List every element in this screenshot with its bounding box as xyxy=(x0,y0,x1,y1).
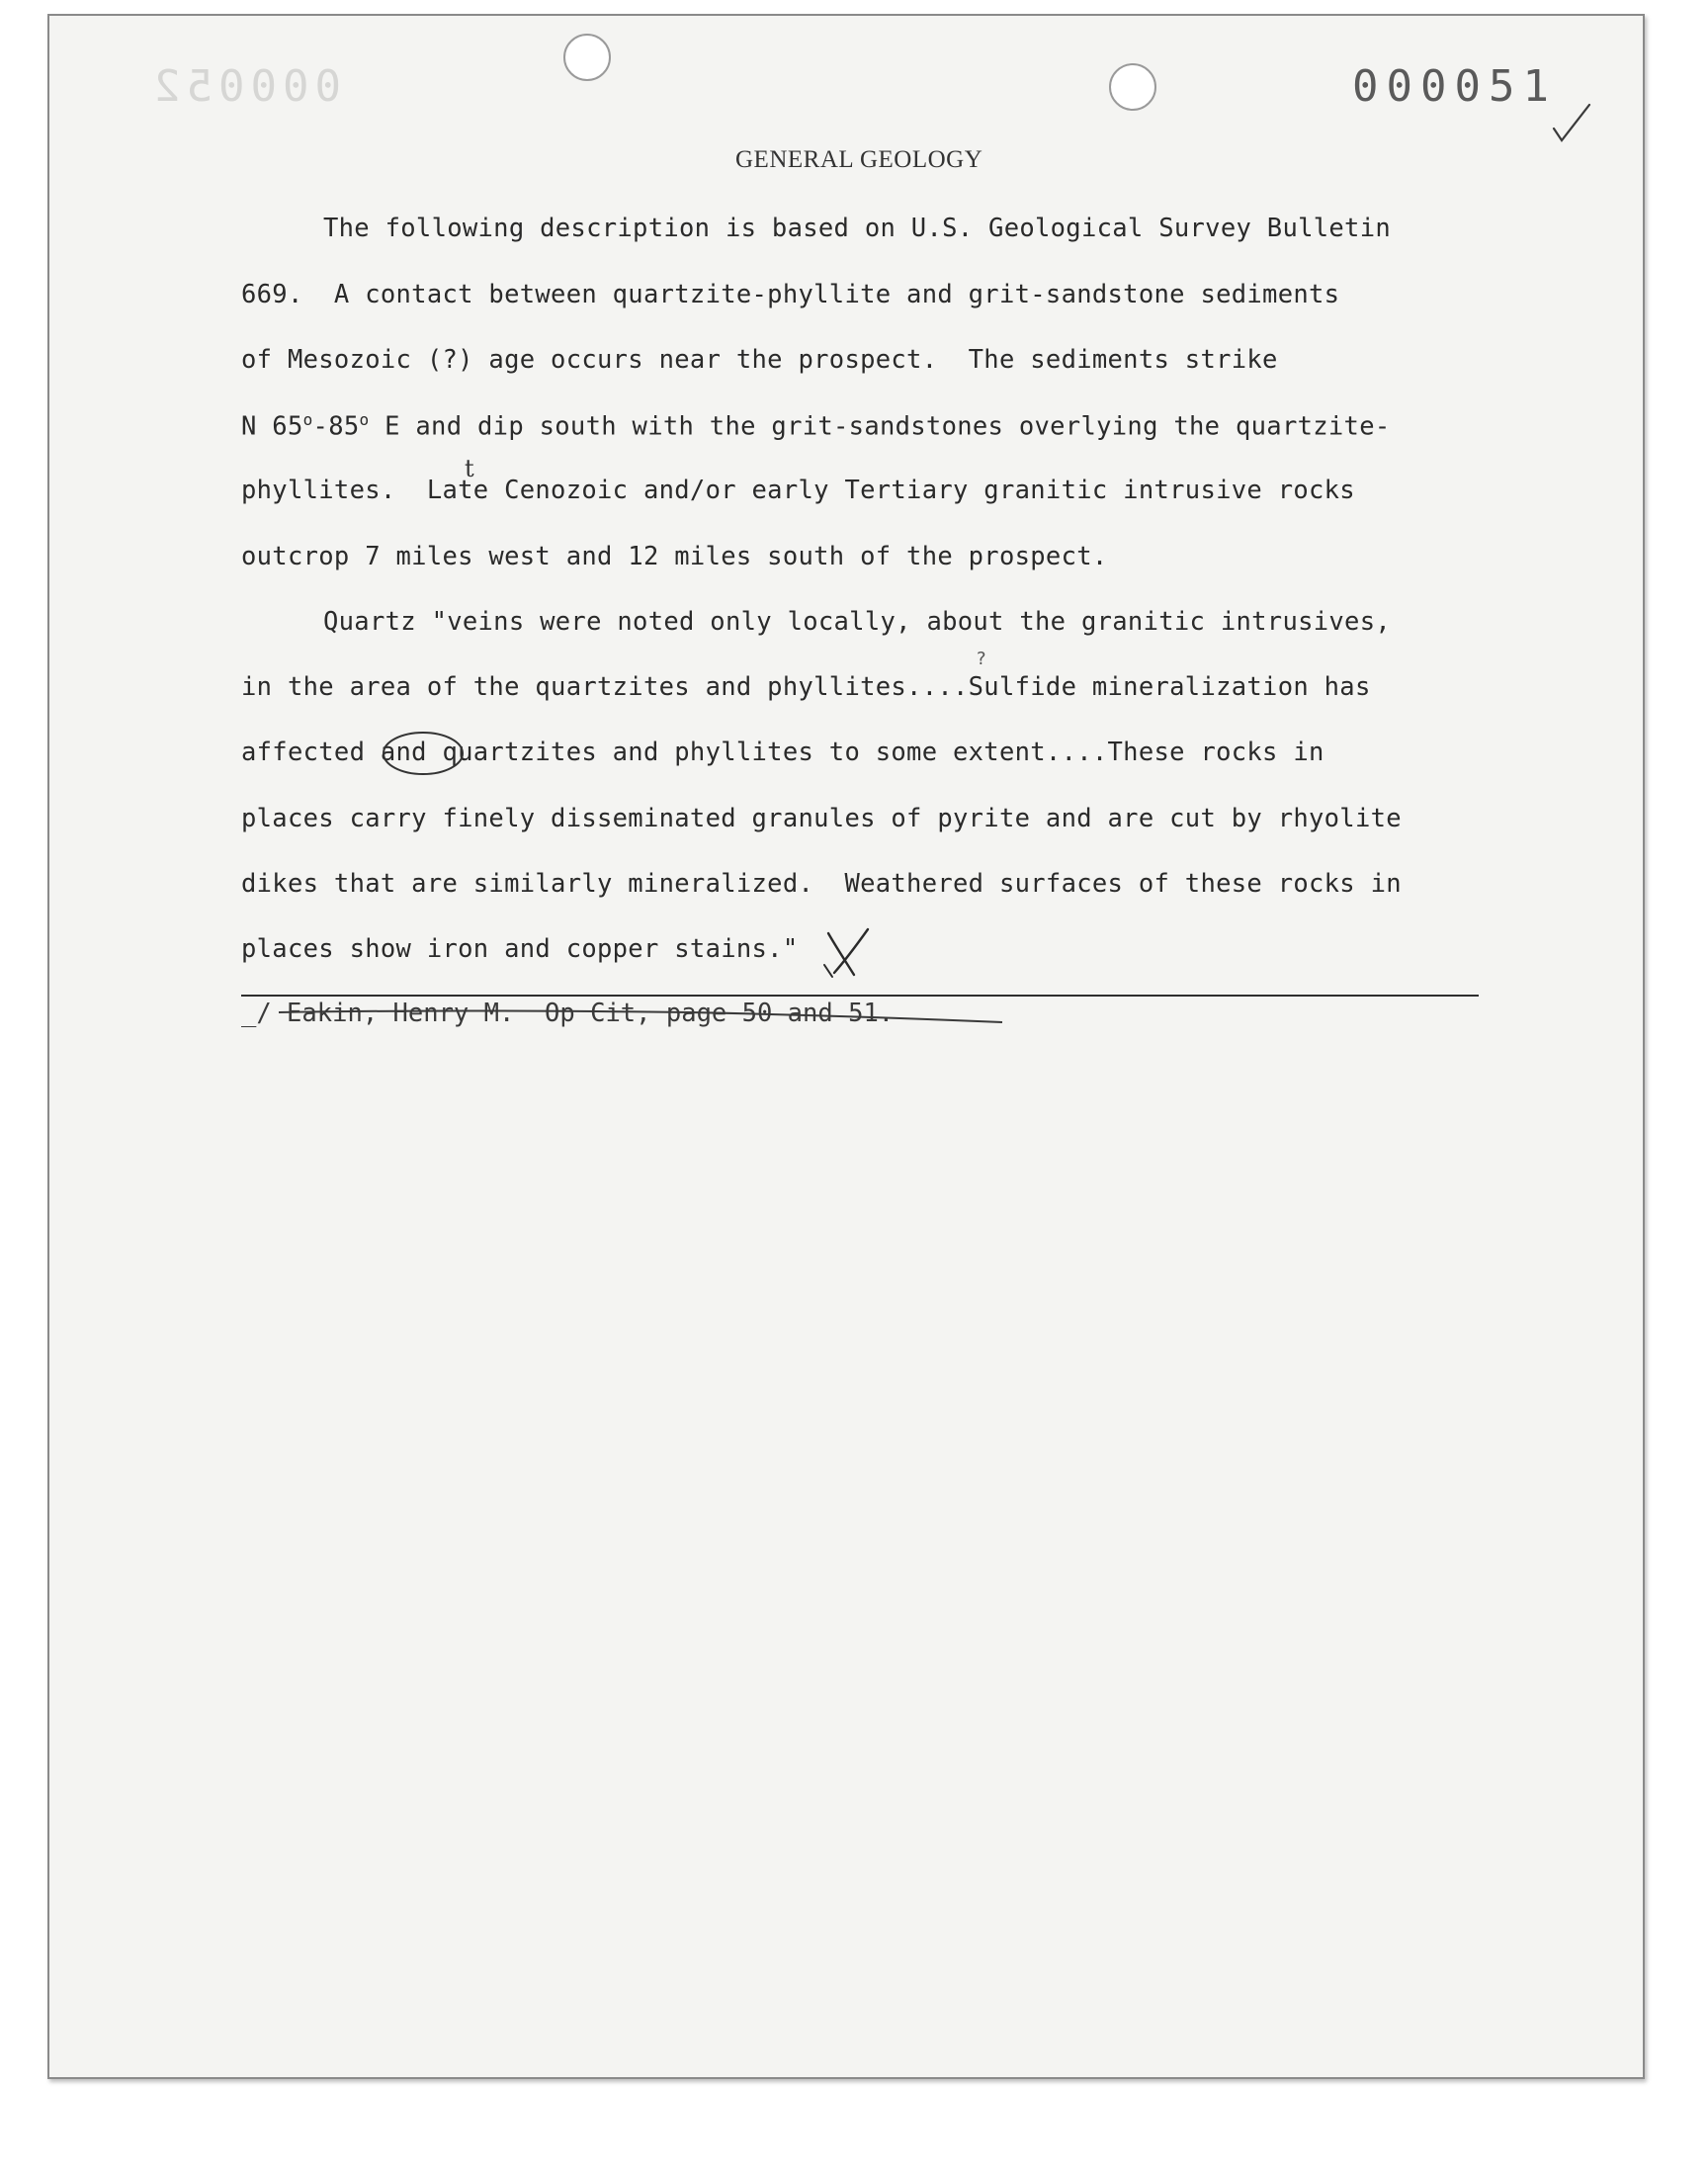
check-mark-icon xyxy=(1550,99,1593,146)
circled-word-mark xyxy=(380,728,469,779)
document-page xyxy=(47,14,1645,2079)
body-line: affected and quartzites and phyllites to some extent....These rocks in xyxy=(241,738,1324,767)
ghost-page-number: 000052 xyxy=(148,61,341,112)
body-line: The following description is based on U.S. Geological Survey Bulletin xyxy=(323,214,1392,243)
footnote-rule xyxy=(241,995,1479,997)
question-mark-annotation: ? xyxy=(977,649,986,669)
strike-prefix: N 65 xyxy=(241,411,303,442)
late-correction-mark: t xyxy=(465,455,474,482)
body-line: outcrop 7 miles west and 12 miles south of the prospect. xyxy=(241,542,1108,571)
degree-mark: o xyxy=(302,410,313,429)
body-line: of Mesozoic (?) age occurs near the prospect. The sediments strike xyxy=(241,345,1278,375)
section-heading: GENERAL GEOLOGY xyxy=(735,146,983,173)
footnote: _/ Eakin, Henry M. Op Cit, page 50 and 51. xyxy=(241,999,895,1028)
body-line: places carry finely disseminated granules of pyrite and are cut by rhyolite xyxy=(241,804,1402,833)
punch-hole-right xyxy=(1109,63,1156,111)
body-line: 669. A contact between quartzite-phyllite and grit-sandstone sediments xyxy=(241,280,1340,309)
body-line: places show iron and copper stains." xyxy=(241,934,799,964)
punch-hole-left xyxy=(563,34,611,81)
strike-range: -85 xyxy=(312,411,360,442)
body-line: phyllites. Late Cenozoic and/or early Tertiary granitic intrusive rocks xyxy=(241,476,1355,505)
degree-mark: o xyxy=(359,410,370,429)
body-line: in the area of the quartzites and phyllites....Sulfide mineralization has xyxy=(241,672,1371,702)
footnote-strikethrough xyxy=(275,1006,1006,1036)
body-line: Quartz "veins were noted only locally, about the granitic intrusives, xyxy=(323,607,1392,637)
body-line: dikes that are similarly mineralized. Weathered surfaces of these rocks in xyxy=(241,869,1402,899)
x-mark-icon xyxy=(818,925,880,981)
strike-suffix: E and dip south with the grit-sandstones overlying the quartzite- xyxy=(369,411,1391,442)
body-line-strike xyxy=(241,410,1391,442)
document-number: 000051 xyxy=(1352,61,1557,112)
